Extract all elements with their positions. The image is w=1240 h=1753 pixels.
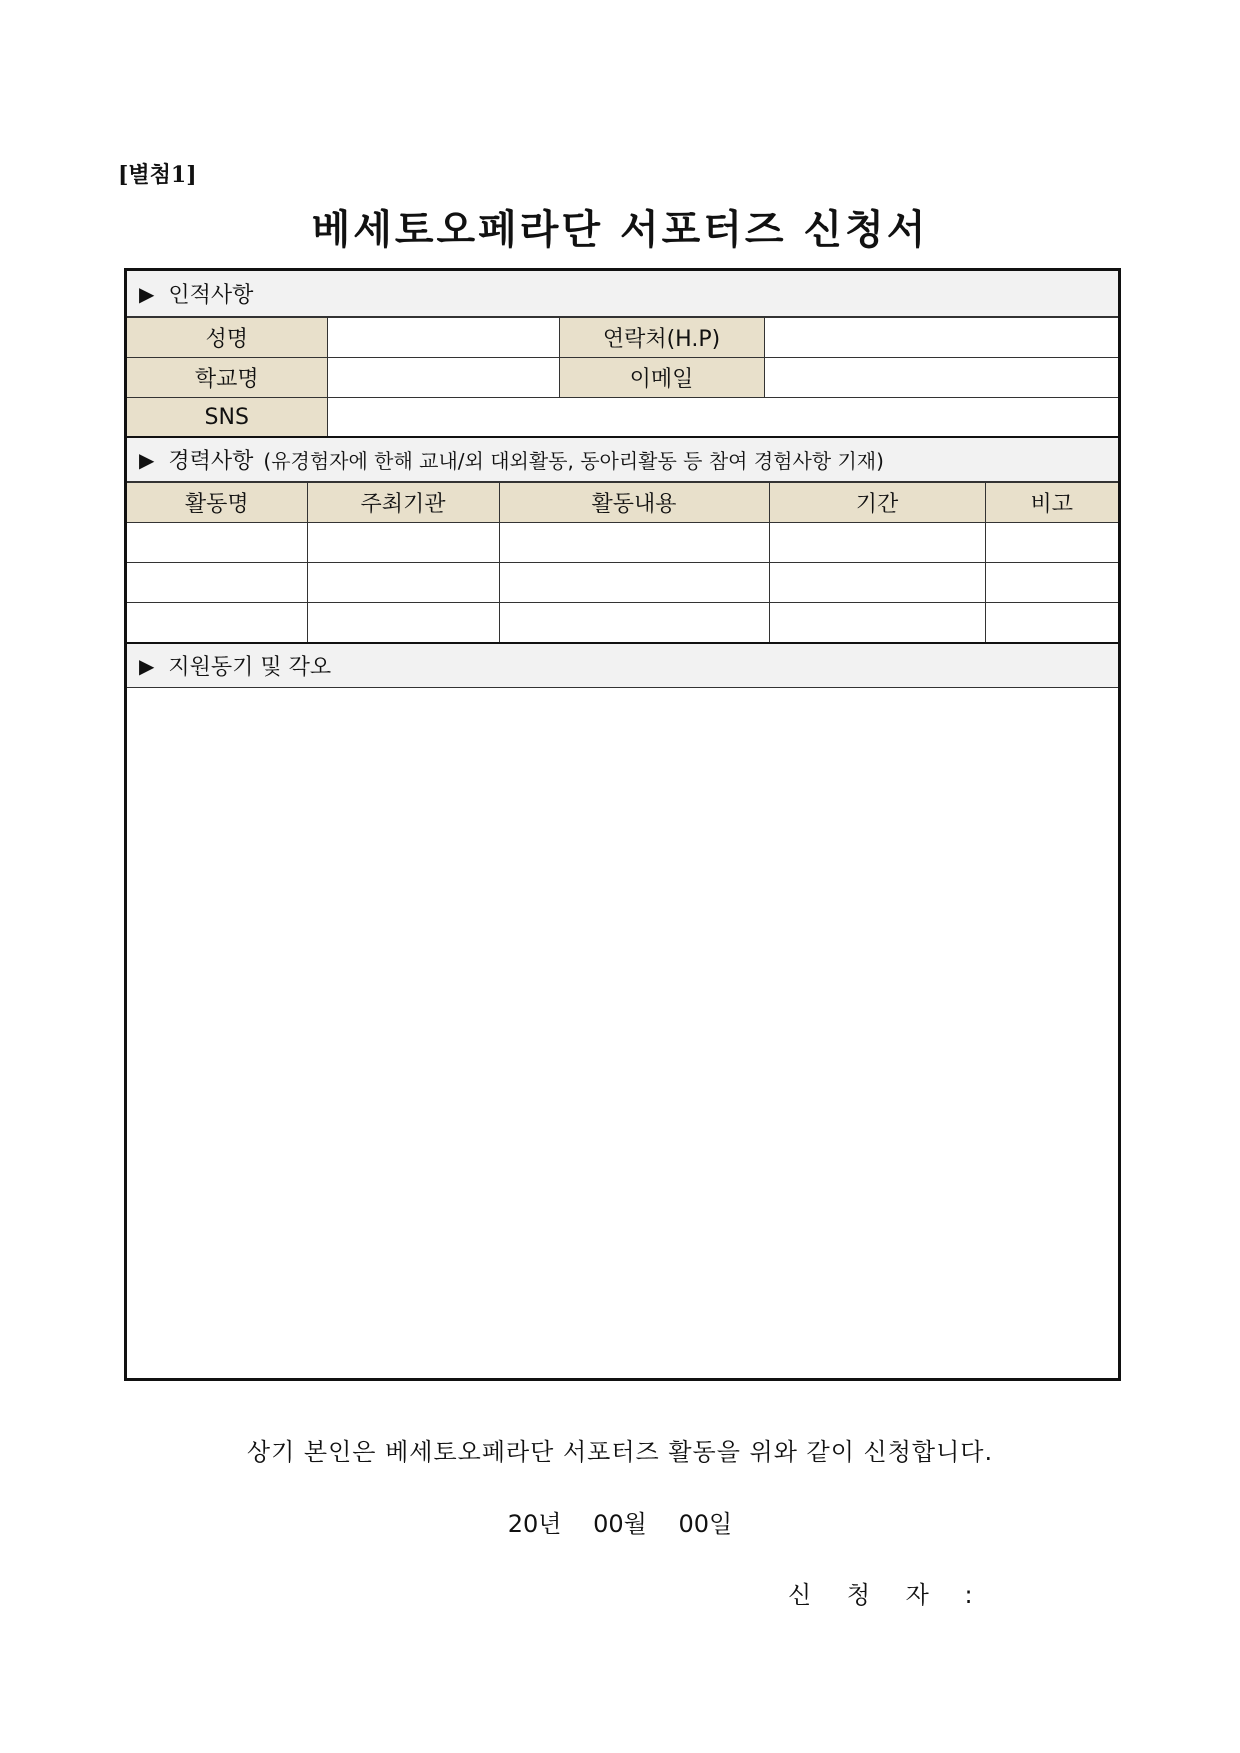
career-cell[interactable] xyxy=(127,563,307,603)
career-cell[interactable] xyxy=(769,563,985,603)
career-cell[interactable] xyxy=(307,563,499,603)
triangle-bullet-icon: ▶ xyxy=(139,281,155,306)
career-cell[interactable] xyxy=(499,603,769,643)
career-cell[interactable] xyxy=(307,603,499,643)
career-cell[interactable] xyxy=(769,603,985,643)
sns-label: SNS xyxy=(127,398,327,438)
motivation-header-label: 지원동기 및 각오 xyxy=(168,655,332,680)
motivation-section-header xyxy=(127,642,1118,688)
table-row xyxy=(127,603,1118,643)
triangle-bullet-icon: ▶ xyxy=(139,653,155,678)
career-cell[interactable] xyxy=(127,523,307,563)
career-col-content: 활동내용 xyxy=(499,483,769,523)
career-cell[interactable] xyxy=(307,523,499,563)
phone-label: 연락처(H.P) xyxy=(559,318,764,358)
personal-section-header xyxy=(127,271,1118,317)
page-title: 베세토오페라단 서포터즈 신청서 xyxy=(311,207,929,253)
applicant-label: 신 청 자 : xyxy=(788,1581,987,1609)
career-cell[interactable] xyxy=(127,603,307,643)
name-label: 성명 xyxy=(127,318,327,358)
table-row xyxy=(127,523,1118,563)
name-field[interactable] xyxy=(327,318,559,358)
career-header-label: 경력사항 xyxy=(168,449,254,474)
career-col-note: 비고 xyxy=(985,483,1118,523)
career-cell[interactable] xyxy=(985,603,1118,643)
application-form xyxy=(124,268,1121,1381)
sns-field[interactable] xyxy=(327,398,1118,438)
career-col-organizer: 주최기관 xyxy=(307,483,499,523)
career-cell[interactable] xyxy=(985,563,1118,603)
career-cell[interactable] xyxy=(985,523,1118,563)
date-day: 00일 xyxy=(678,1510,733,1538)
triangle-bullet-icon: ▶ xyxy=(139,447,155,472)
career-table xyxy=(127,482,1118,643)
motivation-field[interactable] xyxy=(127,688,1118,1378)
closing-statement: 상기 본인은 베세토오페라단 서포터즈 활동을 위와 같이 신청합니다. xyxy=(246,1438,994,1466)
school-field[interactable] xyxy=(327,358,559,398)
attachment-label: [별첨1] xyxy=(118,162,197,188)
school-label: 학교명 xyxy=(127,358,327,398)
date-month: 00월 xyxy=(593,1510,647,1538)
table-row xyxy=(127,563,1118,603)
career-cell[interactable] xyxy=(499,563,769,603)
career-col-activity: 활동명 xyxy=(127,483,307,523)
career-note: (유경험자에 한해 교내/외 대외활동, 동아리활동 등 참여 경험사항 기재) xyxy=(263,449,884,473)
email-label: 이메일 xyxy=(559,358,764,398)
personal-header-label: 인적사항 xyxy=(168,283,254,308)
career-cell[interactable] xyxy=(499,523,769,563)
date-year: 20년 xyxy=(507,1510,562,1538)
career-col-period: 기간 xyxy=(769,483,985,523)
personal-info-table xyxy=(127,317,1118,438)
email-field[interactable] xyxy=(764,358,1118,398)
phone-field[interactable] xyxy=(764,318,1118,358)
career-section-header xyxy=(127,436,1118,482)
career-cell[interactable] xyxy=(769,523,985,563)
application-date xyxy=(0,1504,1240,1539)
